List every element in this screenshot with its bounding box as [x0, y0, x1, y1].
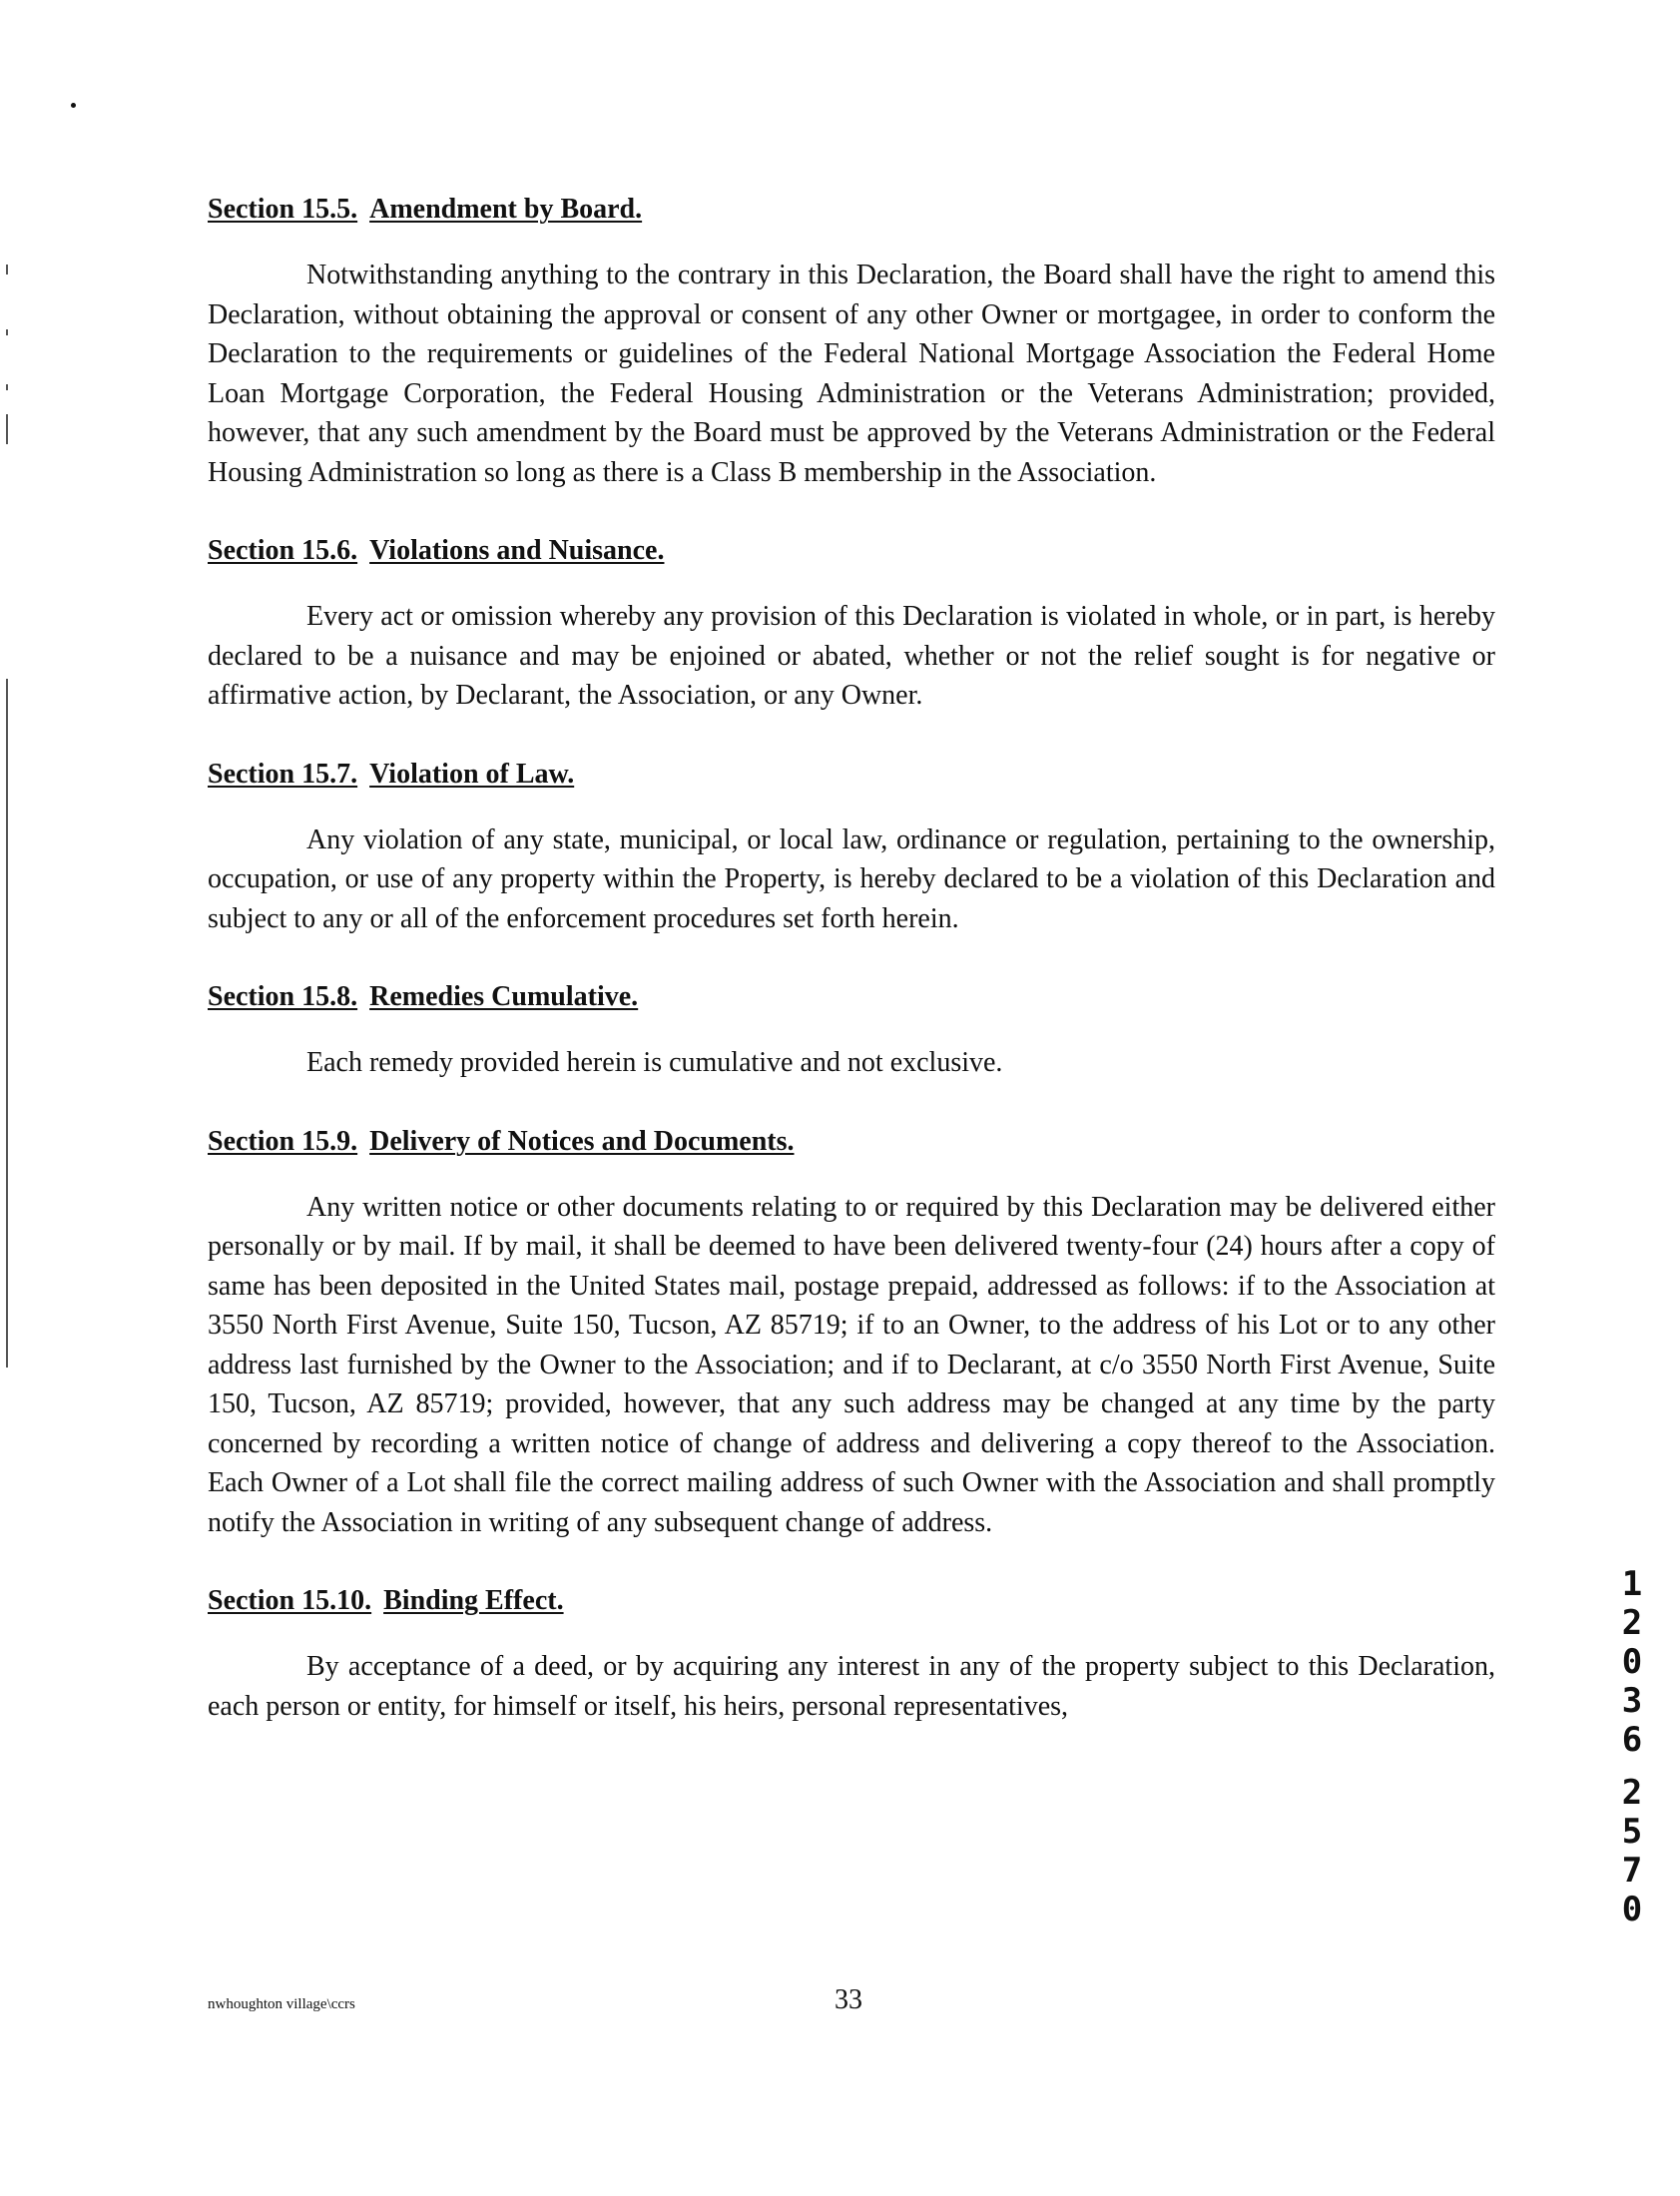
- section-title: Violation of Law.: [369, 758, 575, 790]
- stamp-digit: 1: [1621, 1564, 1643, 1604]
- section-heading: [208, 190, 1495, 230]
- margin-scan-mark: [6, 265, 8, 274]
- section-title: Delivery of Notices and Documents.: [369, 1125, 795, 1157]
- scan-speck: [71, 103, 76, 108]
- section-title: Binding Effect.: [383, 1585, 564, 1616]
- section-number: Section 15.7.: [208, 758, 358, 790]
- section-15-5: [208, 190, 1495, 492]
- section-title: Violations and Nuisance.: [369, 535, 665, 566]
- stamp-digit: 6: [1621, 1720, 1643, 1760]
- section-15-8: [208, 977, 1495, 1083]
- margin-scan-mark: [6, 329, 8, 335]
- section-paragraph: Each remedy provided herein is cumulative and not exclusive.: [306, 1047, 1003, 1078]
- section-paragraph: By acceptance of a deed, or by acquiring any interest in any of the property subject to this Declaration, each person or entity, for himself or itself, his heirs, personal representatives,: [208, 1651, 1495, 1722]
- section-heading: [208, 1581, 1495, 1621]
- stamp-digit: 0: [1621, 1890, 1643, 1929]
- section-15-9: [208, 1122, 1495, 1543]
- section-title: Remedies Cumulative.: [369, 981, 639, 1012]
- recording-number-stamp: [1612, 1565, 1652, 1929]
- section-paragraph: Any violation of any state, municipal, or local law, ordinance or regulation, pertaining to the ownership, occupation, or use of any property within the Property, is hereby declared to be a violation of this Declaration and subject to any or all of the enforcement procedures set forth herein.: [208, 824, 1495, 934]
- document-body: [208, 190, 1495, 1765]
- stamp-digit: 7: [1621, 1851, 1643, 1891]
- stamp-group-2: [1612, 1774, 1652, 1929]
- stamp-group-1: [1612, 1565, 1652, 1760]
- section-number: Section 15.8.: [208, 981, 358, 1012]
- footer-file-path: nwhoughton village\ccrs: [208, 1996, 355, 2012]
- margin-scan-mark: [6, 384, 8, 390]
- section-15-10: [208, 1581, 1495, 1726]
- section-heading: [208, 531, 1495, 571]
- section-number: Section 15.9.: [208, 1125, 358, 1157]
- section-number: Section 15.5.: [208, 194, 358, 225]
- section-title: Amendment by Board.: [369, 194, 643, 225]
- section-heading: [208, 977, 1495, 1017]
- stamp-digit: 0: [1621, 1642, 1643, 1682]
- section-15-7: [208, 755, 1495, 939]
- section-number: Section 15.10.: [208, 1585, 372, 1616]
- margin-scan-mark: [6, 414, 8, 444]
- stamp-digit: 2: [1621, 1603, 1643, 1643]
- section-number: Section 15.6.: [208, 535, 358, 566]
- section-paragraph: Every act or omission whereby any provision of this Declaration is violated in whole, or in part, is hereby declared to be a nuisance and may be enjoined or abated, whether or not the relief sought is for negative or affirmative action, by Declarant, the Association, or any Owner.: [208, 601, 1495, 711]
- section-paragraph: Any written notice or other documents relating to or required by this Declaration may be delivered either personally or by mail. If by mail, it shall be deemed to have been delivered twenty-four (24) hours after a copy of same has been deposited in the United States mail, postage prepaid, addressed as follows: if to the Association at 3550 North First Avenue, Suite 150, Tucson, AZ 85719; if to an Owner, to the address of his Lot or to any other address last furnished by the Owner to the Association; and if to Declarant, at c/o 3550 North First Avenue, Suite 150, Tucson, AZ 85719; provided, however, that any such address may be changed at any time by the party concerned by recording a written notice of change of address and delivering a copy thereof to the Association. Each Owner of a Lot shall file the correct mailing address of such Owner with the Association and shall promptly notify the Association in writing of any subsequent change of address.: [208, 1191, 1495, 1538]
- stamp-digit: 5: [1621, 1812, 1643, 1852]
- section-15-6: [208, 531, 1495, 716]
- section-heading: [208, 755, 1495, 795]
- stamp-digit: 3: [1621, 1681, 1643, 1721]
- margin-scan-mark: [6, 679, 8, 1368]
- page-number: 33: [835, 1984, 862, 2015]
- section-heading: [208, 1122, 1495, 1162]
- section-paragraph: Notwithstanding anything to the contrary in this Declaration, the Board shall have the right to amend this Declaration, without obtaining the approval or consent of any other Owner or mortgagee, in order to conform the Declaration to the requirements or guidelines of the Federal National Mortgage Association the Federal Home Loan Mortgage Corporation, the Federal Housing Administration or the Veterans Administration; provided, however, that any such amendment by the Board must be approved by the Veterans Administration or the Federal Housing Administration so long as there is a Class B membership in the Association.: [208, 260, 1495, 488]
- stamp-digit: 2: [1621, 1773, 1643, 1813]
